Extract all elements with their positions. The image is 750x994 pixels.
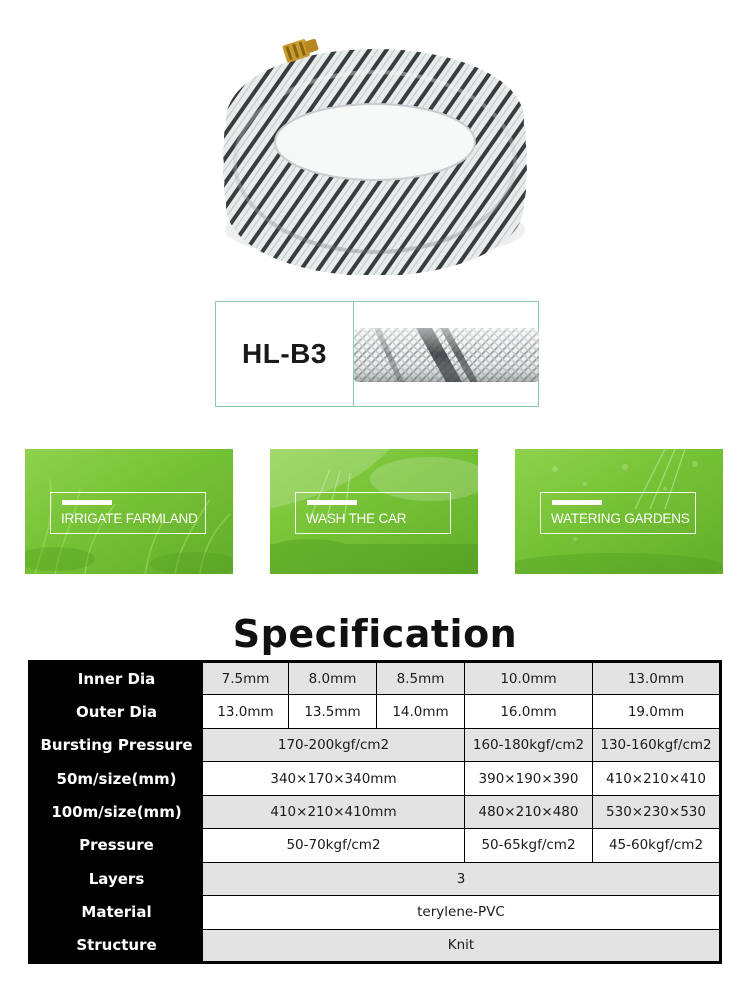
accent-bar	[552, 500, 602, 505]
table-cell: 19.0mm	[593, 695, 721, 728]
row-label: Inner Dia	[30, 662, 203, 695]
row-label: Bursting Pressure	[30, 728, 203, 761]
table-row	[30, 862, 721, 895]
use-card-wash-the-car	[270, 449, 478, 574]
use-card-watering-gardens	[515, 449, 723, 574]
table-cell: 170-200kgf/cm2	[203, 728, 465, 761]
table-cell: 10.0mm	[465, 662, 593, 695]
table-row	[30, 896, 721, 929]
hose-closeup-image	[354, 302, 538, 406]
table-cell: 50-65kgf/cm2	[465, 829, 593, 862]
row-label: Structure	[30, 929, 203, 963]
table-row	[30, 662, 721, 695]
table-row	[30, 728, 721, 761]
row-label: Pressure	[30, 829, 203, 862]
table-row	[30, 695, 721, 728]
table-row	[30, 795, 721, 828]
row-label: Outer Dia	[30, 695, 203, 728]
table-cell: 390×190×390	[465, 762, 593, 795]
table-cell: 14.0mm	[377, 695, 465, 728]
row-label: 50m/size(mm)	[30, 762, 203, 795]
table-cell: 13.0mm	[593, 662, 721, 695]
specification-table	[28, 660, 722, 964]
hose-coil-image	[210, 30, 540, 275]
table-cell: 160-180kgf/cm2	[465, 728, 593, 761]
table-cell: Knit	[203, 929, 721, 963]
table-cell: 13.0mm	[203, 695, 289, 728]
model-box	[215, 301, 539, 407]
row-label: Layers	[30, 862, 203, 895]
table-cell: 8.5mm	[377, 662, 465, 695]
table-cell: 7.5mm	[203, 662, 289, 695]
table-cell: 410×210×410	[593, 762, 721, 795]
table-row	[30, 929, 721, 963]
use-label: WASH THE CAR	[306, 511, 407, 526]
row-label: 100m/size(mm)	[30, 795, 203, 828]
table-row	[30, 762, 721, 795]
use-label-frame	[50, 492, 206, 534]
table-cell: 50-70kgf/cm2	[203, 829, 465, 862]
use-label-frame	[540, 492, 696, 534]
table-row	[30, 829, 721, 862]
use-label: WATERING GARDENS	[551, 511, 690, 526]
accent-bar	[307, 500, 357, 505]
specification-heading: Specification	[232, 612, 518, 656]
table-cell: 16.0mm	[465, 695, 593, 728]
table-cell: 480×210×480	[465, 795, 593, 828]
row-label: Material	[30, 896, 203, 929]
table-cell: 410×210×410mm	[203, 795, 465, 828]
table-cell: 8.0mm	[289, 662, 377, 695]
table-cell: 45-60kgf/cm2	[593, 829, 721, 862]
table-cell: 3	[203, 862, 721, 895]
table-cell: 13.5mm	[289, 695, 377, 728]
model-name: HL-B3	[216, 302, 354, 406]
table-cell: 530×230×530	[593, 795, 721, 828]
table-cell: 130-160kgf/cm2	[593, 728, 721, 761]
table-cell: 340×170×340mm	[203, 762, 465, 795]
use-label-frame	[295, 492, 451, 534]
table-cell: terylene-PVC	[203, 896, 721, 929]
use-card-irrigate-farmland	[25, 449, 233, 574]
accent-bar	[62, 500, 112, 505]
use-label: IRRIGATE FARMLAND	[61, 511, 198, 526]
